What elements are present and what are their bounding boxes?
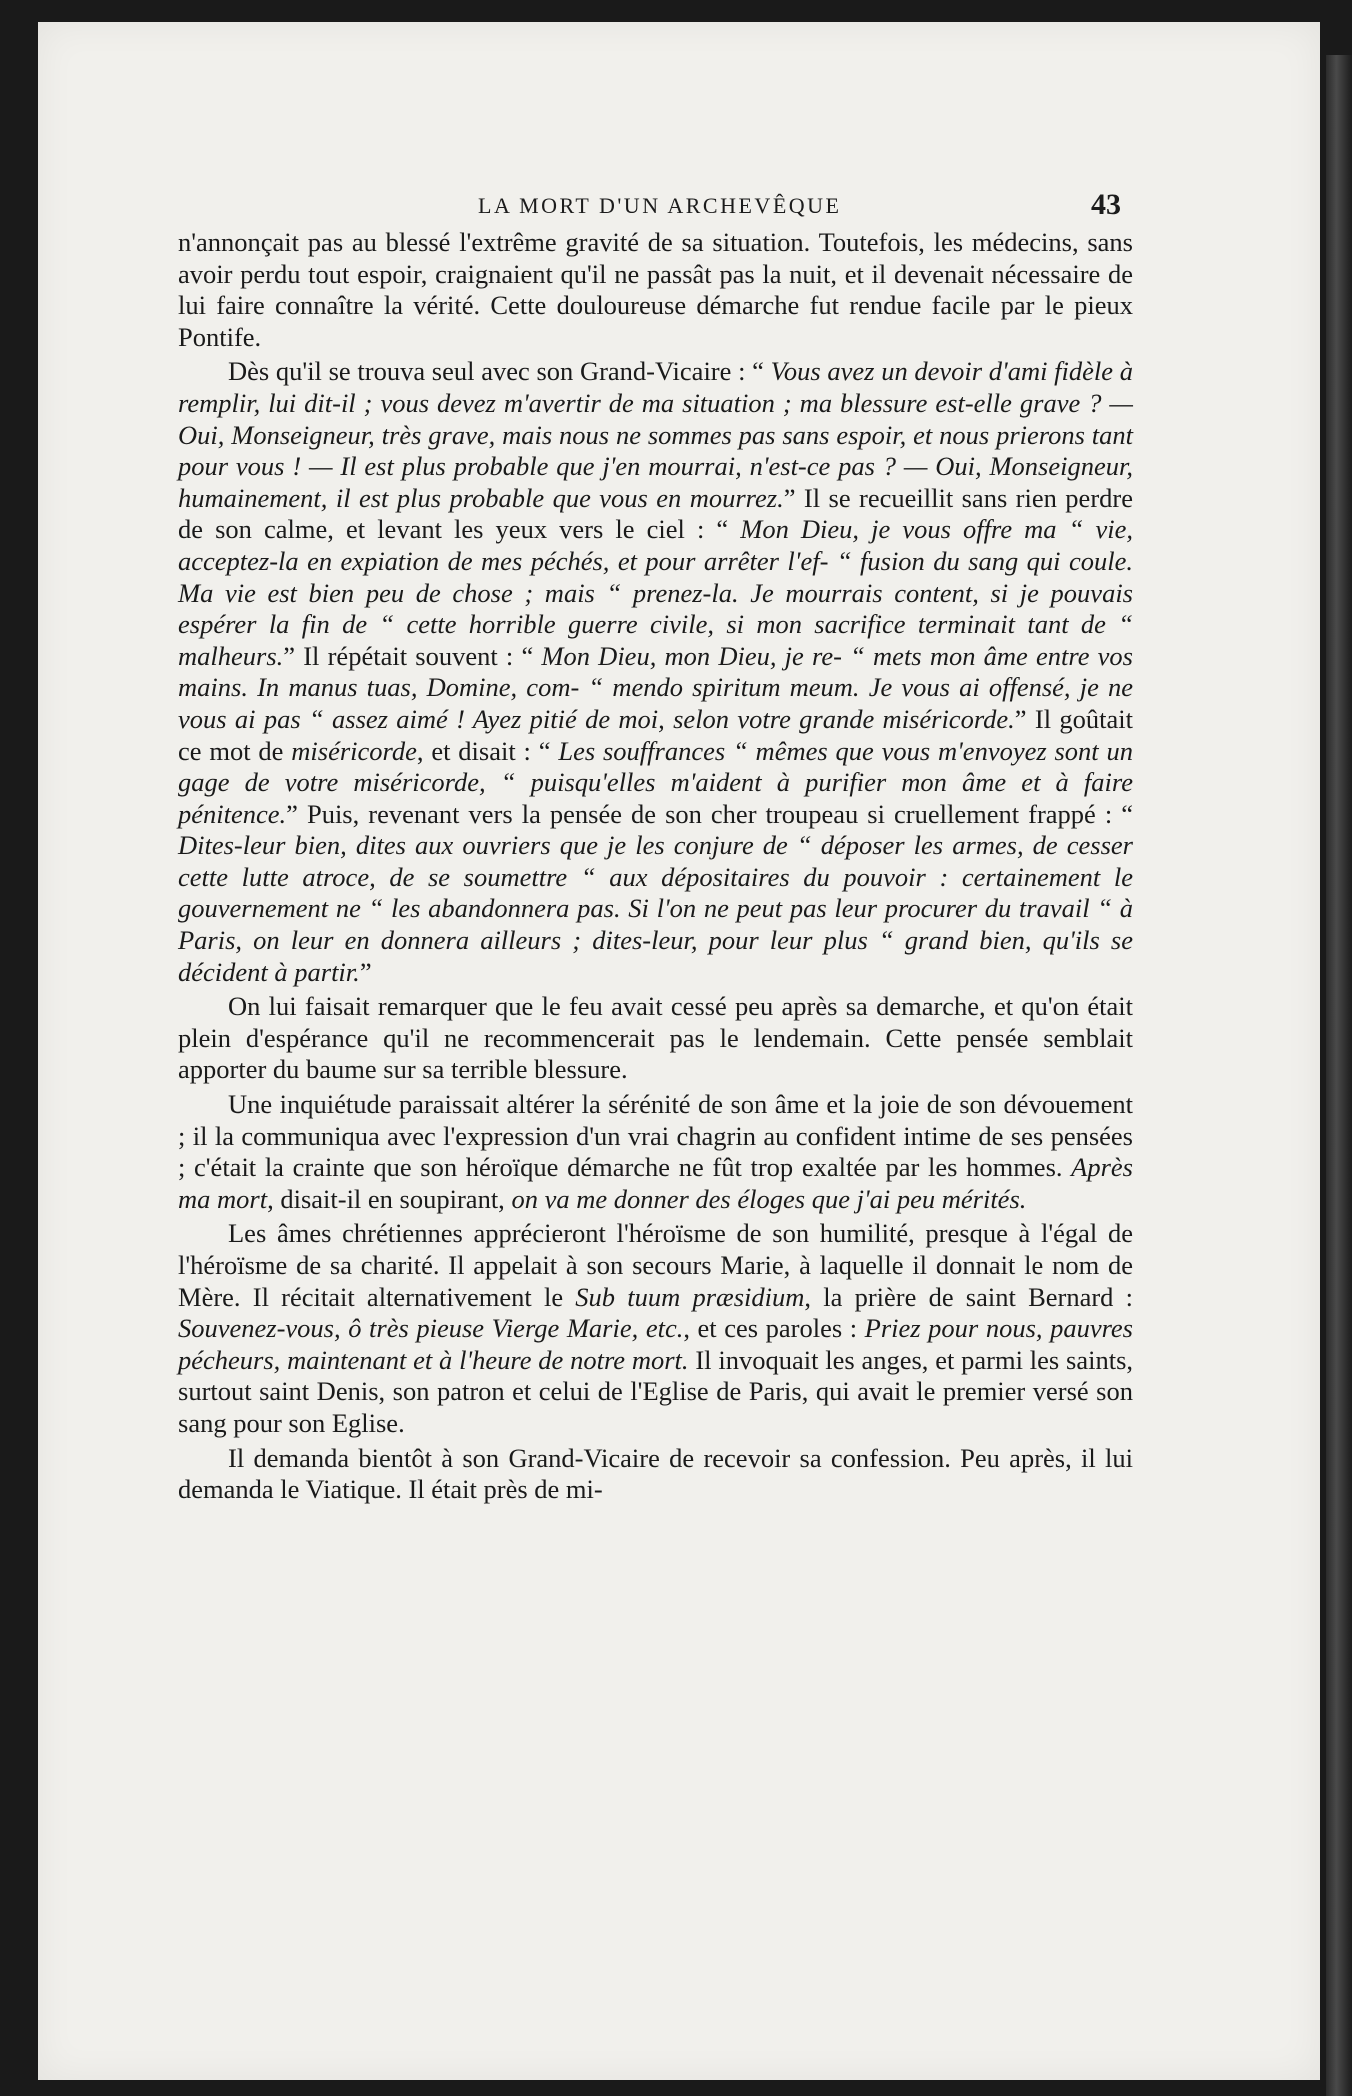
italic-text: Dites-leur bien, dites aux ouvriers que je les conjure de “ déposer les armes, de cesser cette lutte atroce, de se soumettre “ aux dépositaires du pouvoir : certainement le gouvernement ne “ les abandonnera pas. Si l'on ne peut pas leur procurer du travail “ à Paris, on leur en donnera ailleurs ; dites-leur, pour leur plus “ grand bien, qu'ils se décident à partir. (178, 830, 1133, 987)
text-span: ” Il se recueillit sans rien perdre de son calme, et levant les yeux vers le ciel : “ (178, 482, 1133, 545)
paragraph (178, 356, 1133, 988)
italic-text: Les souffrances “ mêmes que vous m'envoyez sont un gage de votre miséricorde, “ puisqu'elles m'aident à purifier mon âme et à faire pénitence. (178, 735, 1134, 829)
paragraph (178, 227, 1133, 353)
text-span: Il demanda bientôt à son Grand-Vicaire de recevoir sa confession. Peu après, il lui demanda le Viatique. Il était près de mi- (178, 1442, 1133, 1505)
text-span: Il invoquait les anges, et parmi les saints, surtout saint Denis, son patron et celui de l'Eglise de Paris, qui avait le premier versé son sang pour son Eglise. (178, 1344, 1134, 1438)
paragraph (178, 991, 1133, 1086)
text-span: ” Il goûtait ce mot de (178, 703, 1133, 766)
italic-text: Vous avez un devoir d'ami fidèle à remplir, lui dit-il ; vous devez m'avertir de ma situation ; ma blessure est-elle grave ? — Oui, Monseigneur, très grave, mais nous ne sommes pas sans espoir, et nous prierons tant pour vous ! — Il est plus probable que j'en mourrai, n'est-ce pas ? — Oui, Monseigneur, humainement, il est plus probable que vous en mourrez. (178, 356, 1133, 513)
text-span: , disait-il en soupirant, (267, 1183, 512, 1214)
text-span: , et ces paroles : (683, 1313, 865, 1344)
text-span: , et disait : “ (416, 735, 559, 766)
text-span: On lui faisait remarquer que le feu avait cessé peu après sa demarche, et qu'on était plein d'espérance qu'il ne recommencerait pas le lendemain. Cette pensée semblait apporter du baume sur sa terrible blessure. (178, 991, 1133, 1085)
italic-text: Après ma mort (178, 1152, 1133, 1214)
body-text (178, 227, 1133, 1506)
italic-text: on va me donner des éloges que j'ai peu mérités. (511, 1183, 1027, 1214)
text-span: ” Il répétait souvent : “ (283, 640, 542, 671)
text-span: Les âmes chrétiennes apprécieront l'héroïsme de son humilité, presque à l'égal de l'héroïsme de sa charité. Il appelait à son secours Marie, à laquelle il donnait le nom de Mère. Il récitait alternativement le (178, 1218, 1133, 1312)
text-span: ” Puis, revenant vers la pensée de son cher troupeau si cruellement frappé : “ (286, 798, 1133, 829)
page-number: 43 (1091, 188, 1121, 221)
text-span: Dès qu'il se trouva seul avec son Grand-Vicaire : “ (228, 356, 771, 387)
paragraph (178, 1443, 1133, 1506)
running-title: LA MORT D'UN ARCHEVÊQUE (478, 193, 842, 218)
paragraph (178, 1218, 1133, 1439)
italic-text: Mon Dieu, mon Dieu, je re- “ mets mon âme entre vos mains. In manus tuas, Domine, com- “ mendo spiritum meum. Je vous ai offensé, je ne vous ai pas “ assez aimé ! Ayez pitié de moi, selon votre grande miséricorde. (178, 640, 1133, 734)
book-edge (1326, 55, 1352, 2096)
text-span: , la prière de saint Bernard : (804, 1281, 1133, 1312)
paragraph (178, 1089, 1133, 1215)
book-page (38, 22, 1320, 2080)
italic-text: miséricorde (291, 735, 417, 766)
text-span: ” (359, 956, 372, 987)
italic-text: Sub tuum præsidium (575, 1281, 805, 1312)
italic-text: Souvenez-vous, ô très pieuse Vierge Marie, etc. (178, 1313, 684, 1344)
italic-text: Mon Dieu, je vous offre ma “ vie, acceptez-la en expiation de mes péchés, et pour arrêter l'ef- “ fusion du sang qui coule. Ma vie est bien peu de chose ; mais “ prenez-la. Je mourrais content, si je pouvais espérer la fin de “ cette horrible guerre civile, si mon sacrifice terminait tant de “ malheurs. (178, 514, 1133, 671)
text-span: n'annonçait pas au blessé l'extrême gravité de sa situation. Toutefois, les médecins, sans avoir perdu tout espoir, craignaient qu'il ne passât pas la nuit, et il devenait nécessaire de lui faire connaître la vérité. Cette douloureuse démarche fut rendue facile par le pieux Pontife. (178, 227, 1133, 352)
italic-text: Priez pour nous, pauvres pécheurs, maintenant et à l'heure de notre mort. (178, 1313, 1133, 1375)
text-span: Une inquiétude paraissait altérer la sérénité de son âme et la joie de son dévouement ; il la communiqua avec l'expression d'un vrai chagrin au confident intime de ses pensées ; c'était la crainte que son héroïque démarche ne fût trop exaltée par les hommes. (178, 1089, 1133, 1183)
